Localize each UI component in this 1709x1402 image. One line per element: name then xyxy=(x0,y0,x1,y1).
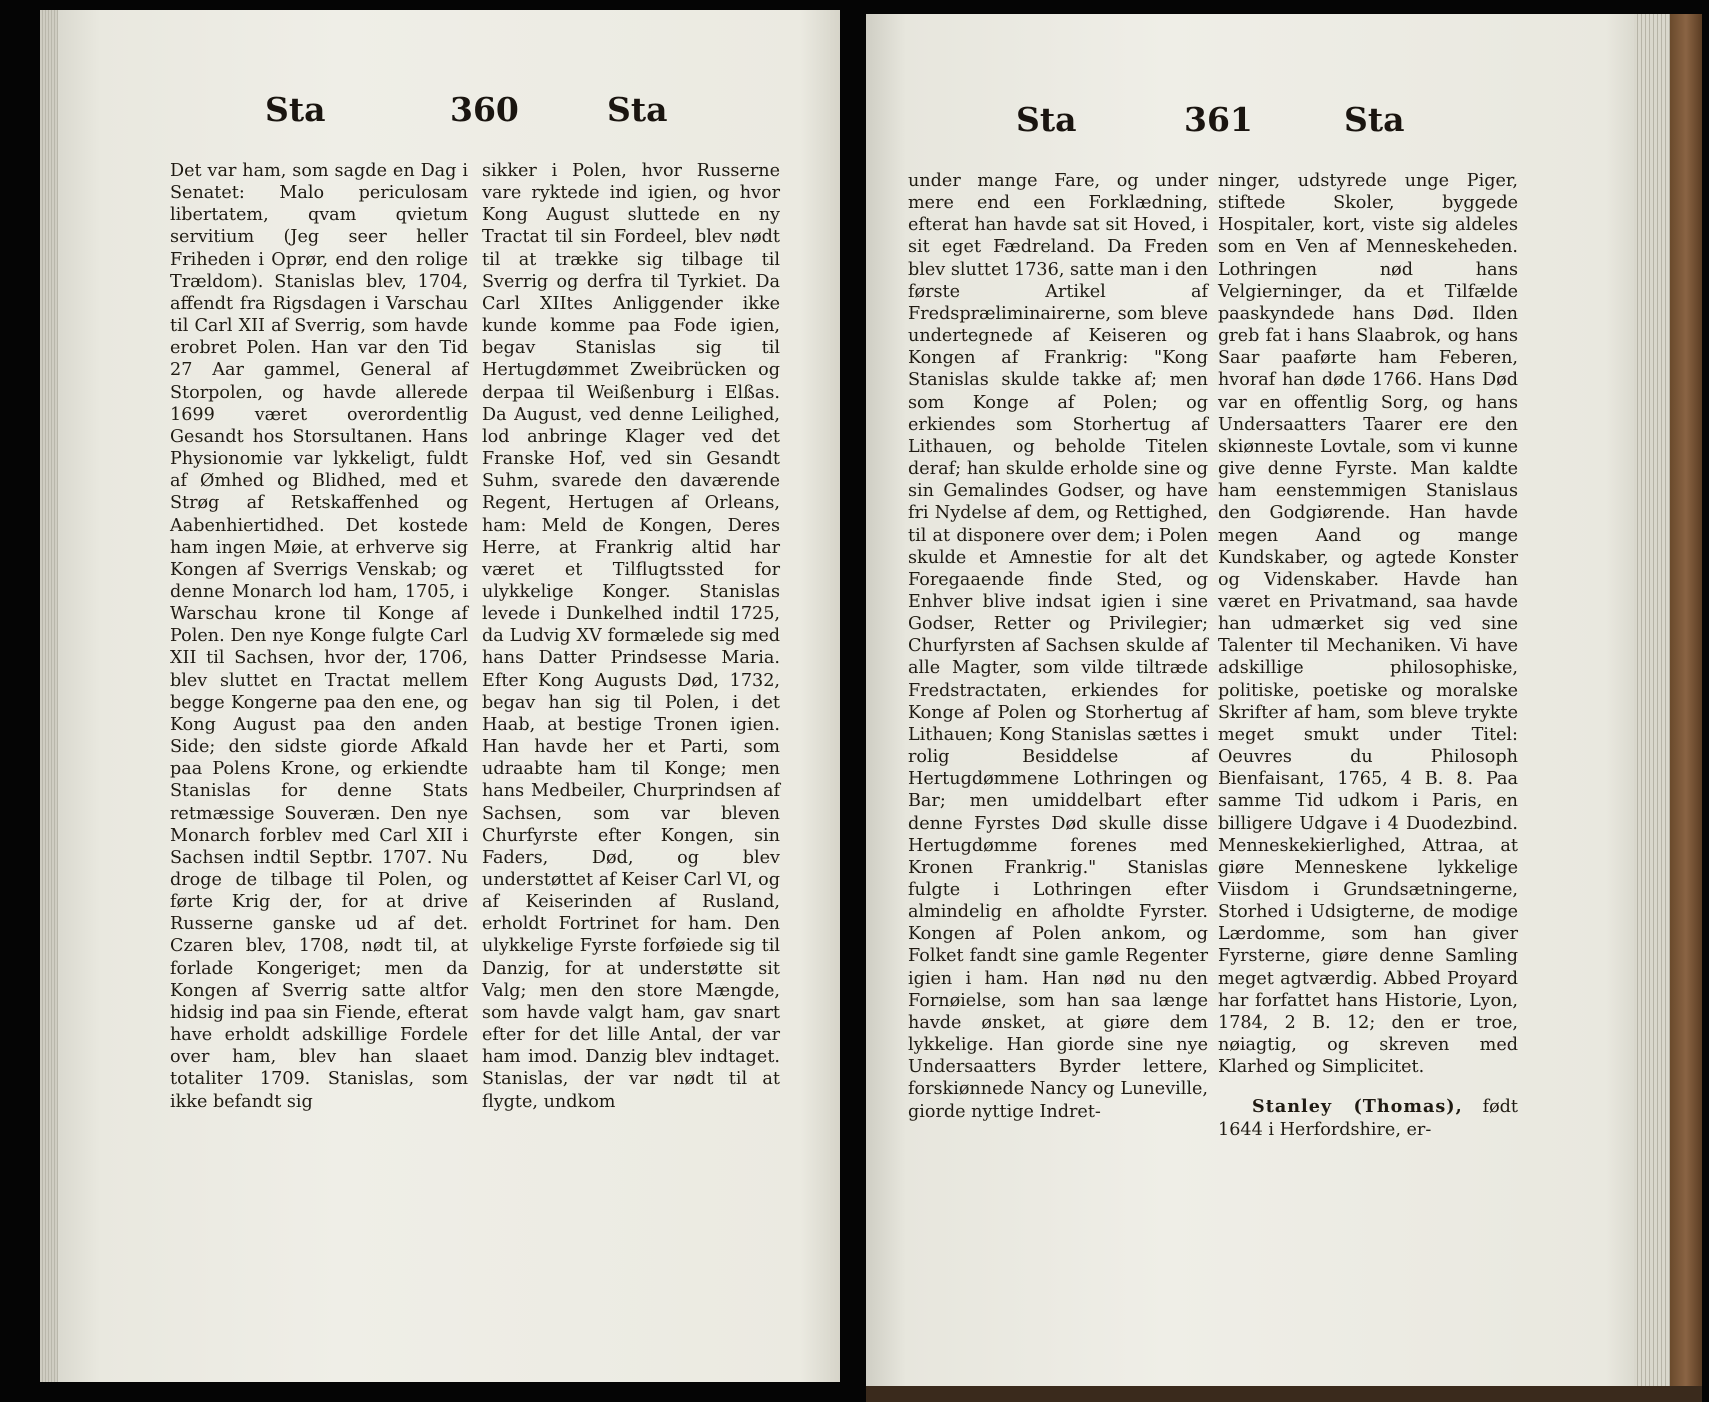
column-text: Det var ham, som sagde en Dag i Senatet: Malo periculosam libertatem, qvam qvietum servitium (Jeg seer heller Friheden i Oprør, end den rolige Trældom). Stanislas blev, 1704, affendt fra Rigsdagen i Varschau til Carl XII af Sverrig, som havde erobret Polen. Han var den Tid 27 Aar gammel, General af Storpolen, og havde allerede 1699 været overordentlig Gesandt hos Storsultanen. Hans Physionomie var lykkeligt, fuldt af Ømhed og Blidhed, med et Strøg af Retskaffenhed og Aabenhiertidhed. Det kostede ham ingen Møie, at erhverve sig Kongen af Sverrigs Venskab; og denne Monarch lod ham, 1705, i Warschau krone til Konge af Polen. Den nye Konge fulgte Carl XII til Sachsen, hvor der, 1706, blev sluttet en Tractat mellem begge Kongerne paa den ene, og Kong August paa den anden Side; den sidste giorde Afkald paa Polens Krone, og erkiendte Stanislas for denne Stats retmæssige Souveræn. Den nye Monarch forblev med Carl XII i Sachsen indtil Septbr. 1707. Nu droge de tilbage til Polen, og førte Krig der, for at drive Russerne ganske ud af det. Czaren blev, 1708, nødt til, at forlade Kongeriget; men da Kongen af Sverrig satte altfor hidsig ind paa sin Fiende, efterat have erholdt adskillige Fordele over ham, blev han slaaet totaliter 1709. Stanislas, som ikke befandt sig xyxy=(170,161,468,1112)
page-number: 361 xyxy=(1184,100,1253,139)
running-head-right: Sta xyxy=(607,90,668,129)
text-column-2 xyxy=(1218,170,1518,1141)
page-stack-left xyxy=(40,10,58,1382)
entry-stanley xyxy=(1218,1096,1518,1140)
entry-headword: Stanley (Thomas), xyxy=(1252,1096,1463,1118)
left-page xyxy=(40,10,840,1382)
page-stack-right xyxy=(1634,14,1670,1386)
running-head-right: Sta xyxy=(1344,100,1405,139)
column-text: ninger, udstyrede unge Piger, stiftede Skoler, byggede Hospitaler, kort, viste sig aldeles som en Ven af Menneskeheden. Lothringen nød hans Velgierninger, da et Tilfælde paaskyndede hans Død. Ilden greb fat i hans Slaabrok, og hans Saar paaførte ham Feberen, hvoraf han døde 1766. Hans Død var en offentlig Sorg, og hans Undersaatters Taarer ere den skiønneste Lovtale, som vi kunne give denne Fyrste. Man kaldte ham eenstemmigen Stanislaus den Godgiørende. Han havde megen Aand og mange Kundskaber, og agtede Konster og Videnskaber. Havde han været en Privatmand, saa havde han udmærket sig ved sine Talenter til Mechaniken. Vi have adskillige philosophiske, politiske, poetiske og moralske Skrifter af ham, som bleve trykte meget smukt under Titel: Oeuvres du Philosoph Bienfaisant, 1765, 4 B. 8. Paa samme Tid udkom i Paris, en billigere Udgave i 4 Duodezbind. Menneskekierlighed, Attraa, at giøre Menneskene lykkelige Viisdom i Grundsætningerne, Storhed i Udsigterne, de modige Lærdomme, som han giver Fyrsterne, giøre denne Samling meget agtværdig. Abbed Proyard har forfattet hans Historie, Lyon, 1784, 2 B. 12; den er troe, nøiagtig, og skreven med Klarhed og Simplicitet. xyxy=(1218,171,1518,1078)
column-text: sikker i Polen, hvor Russerne vare ryktede ind igien, og hvor Kong August sluttede en ny Tractat til sin Fordeel, blev nødt til at trække sig tilbage til Sverrig og derfra til Tyrkiet. Da Carl XIItes Anliggender ikke kunde komme paa Fode igien, begav Stanislas sig til Hertugdømmet Zweibrücken og derpaa til Weißenburg i Elßas. Da August, ved denne Leilighed, lod anbringe Klager ved det Franske Hof, ved sin Gesandt Suhm, svarede den daværende Regent, Hertugen af Orleans, ham: Meld de Kongen, Deres Herre, at Frankrig altid har været et Tilflugtssted for ulykkelige Konger. Stanislas levede i Dunkelhed indtil 1725, da Ludvig XV formælede sig med hans Datter Prindsesse Maria. Efter Kong Augusts Død, 1732, begav han sig til Polen, i det Haab, at bestige Tronen igien. Han havde her et Parti, som udraabte ham til Konge; men hans Medbeiler, Churprindsen af Sachsen, som var bleven Churfyrste efter Kongen, sin Faders, Død, og blev understøttet af Keiser Carl VI, og af Keiserinden af Rusland, erholdt Fortrinet for ham. Den ulykkelige Fyrste forføiede sig til Danzig, for at understøtte sit Valg; men den store Mængde, som havde valgt ham, gav snart efter for det lille Antal, der var ham imod. Danzig blev indtaget. Stanislas, der var nødt til at flygte, undkom xyxy=(482,161,780,1112)
text-column-2 xyxy=(482,160,780,1113)
text-column-1 xyxy=(908,170,1208,1123)
page-number: 360 xyxy=(450,90,519,129)
running-head-left: Sta xyxy=(1016,100,1077,139)
book-cover-edge xyxy=(1670,14,1702,1386)
book-cover-bottom xyxy=(866,1386,1702,1402)
column-text: under mange Fare, og under mere end een Forklædning, efterat han havde sat sit Hoved, i sit eget Fædreland. Da Freden blev sluttet 1736, satte man i den første Artikel af Fredspræliminairerne, som bleve undertegnede af Keiseren og Kongen af Frankrig: "Kong Stanislas skulde takke af; men som Konge af Polen; og erkiendes som Storhertug af Lithauen, og beholde Titelen deraf; han skulde erholde sine og sin Gemalindes Godser, og have fri Nydelse af dem, og Rettighed, til at disponere over dem; i Polen skulde et Amnestie for alt det Foregaaende finde Sted, og Enhver blive indsat igien i sine Godser, Retter og Privilegier; Churfyrsten af Sachsen skulde af alle Magter, som vilde tiltræde Fredstractaten, erkiendes for Konge af Polen og Storhertug af Lithauen; Kong Stanislas sættes i rolig Besiddelse af Hertugdømmene Lothringen og Bar; men umiddelbart efter denne Fyrstes Død skulle disse Hertugdømme forenes med Kronen Frankrig." Stanislas fulgte i Lothringen efter almindelig en afholdte Fyrster. Kongen af Polen ankom, og Folket fandt sine gamle Regenter igien i ham. Han nød nu den Fornøielse, som han saa længe havde ønsket, at giøre dem lykkelige. Han giorde sine nye Undersaatters Byrder lettere, forskiønnede Nancy og Luneville, giorde nyttige Indret- xyxy=(908,171,1208,1122)
running-head-left: Sta xyxy=(265,90,326,129)
entry-text: født 1644 i Herfordshire, er- xyxy=(1218,1097,1518,1140)
right-page xyxy=(866,14,1670,1386)
text-column-1 xyxy=(170,160,468,1113)
